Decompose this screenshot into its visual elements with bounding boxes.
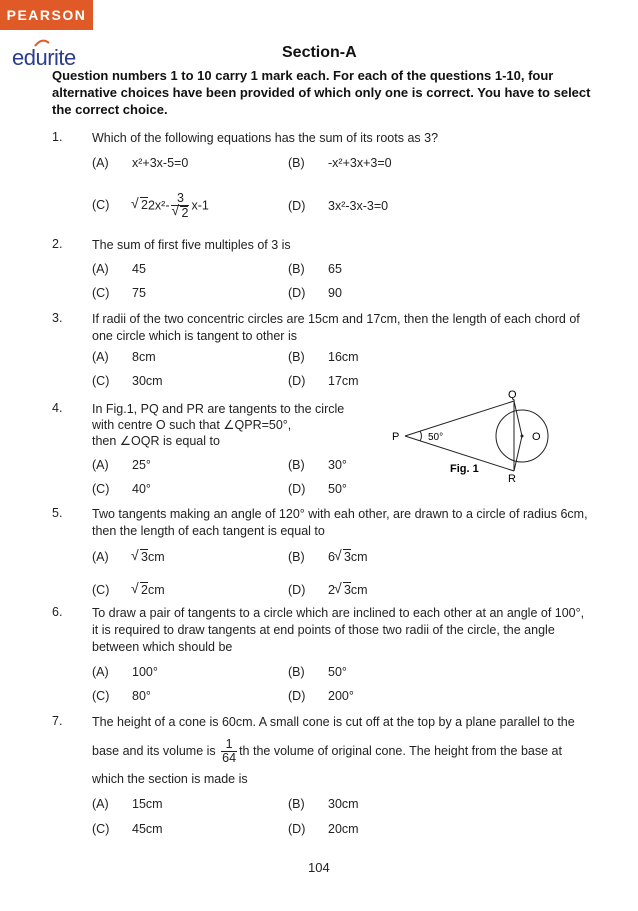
- option-a: (A) 100°: [92, 665, 158, 679]
- tangent-pq: [405, 401, 514, 436]
- question-text: Which of the following equations has the sum of its roots as 3?: [92, 131, 439, 145]
- option-c: (C)√ 2cm: [92, 582, 165, 597]
- sqrt-symbol: √ 2: [140, 197, 148, 212]
- option-d: (D) 50°: [288, 482, 347, 496]
- option-c: (C) 30cm: [92, 374, 163, 388]
- option-b: (B) 30°: [288, 458, 347, 472]
- fraction: 3 √ 2: [171, 192, 189, 220]
- radius-oq: [514, 401, 522, 436]
- question-number: 6.: [52, 605, 63, 619]
- pearson-logo: PEARSON: [0, 0, 93, 30]
- question-number: 5.: [52, 506, 63, 520]
- option-c: (C) 45cm: [92, 822, 163, 836]
- option-d: (D) 20cm: [288, 822, 359, 836]
- option-a: (A)√ 3cm: [92, 549, 165, 564]
- question-text-line: In Fig.1, PQ and PR are tangents to the circle: [92, 402, 345, 416]
- option-d: (D) 17cm: [288, 374, 359, 388]
- question-text-line: then ∠OQR is equal to: [92, 434, 220, 448]
- question-text-line: The height of a cone is 60cm. A small cone is cut off at the top by a plane parallel to the: [92, 715, 575, 729]
- section-title: Section-A: [282, 44, 357, 61]
- option-b: (B) 6√ 3cm: [288, 549, 368, 564]
- question-number: 1.: [52, 130, 63, 144]
- fig-caption: Fig. 1: [450, 463, 479, 475]
- label-r: R: [508, 473, 516, 485]
- option-d: (D) 3x²-3x-3=0: [288, 199, 389, 213]
- option-c: (C) 75: [92, 286, 146, 300]
- option-d: (D) 200°: [288, 689, 354, 703]
- question-text: To draw a pair of tangents to a circle which are inclined to each other at an angle of 100°, it is required to draw tangents at end points of those two radii of the circle, the angle between which should be: [92, 606, 585, 654]
- question-number: 4.: [52, 401, 63, 415]
- option-c: (C) 80°: [92, 689, 151, 703]
- option-c: (C)√ 22x²- 3 √ 2 x-1: [92, 192, 209, 220]
- question-number: 3.: [52, 311, 63, 325]
- option-a: (A) 25°: [92, 458, 151, 472]
- question-text: Two tangents making an angle of 120° with eah other, are drawn to a circle of radius 6cm, then the length of each tangent is equal to: [92, 507, 588, 538]
- label-o: O: [532, 431, 541, 443]
- option-c: (C) 40°: [92, 482, 151, 496]
- option-a: (A) 45: [92, 262, 146, 276]
- radius-or: [514, 436, 522, 471]
- label-q: Q: [508, 390, 517, 401]
- question-number: 2.: [52, 237, 63, 251]
- figure-1: [390, 390, 570, 485]
- question-text-line: base and its volume is $\frac{1}{64}$ th the volume of original cone. The height from the base at: [92, 737, 562, 765]
- option-b: (B) 50°: [288, 665, 347, 679]
- question-number: 7.: [52, 714, 63, 728]
- edurite-logo-text: edurite: [12, 45, 76, 70]
- fraction: $\frac{1}{64}$: [222, 737, 237, 765]
- option-a: (A) 15cm: [92, 797, 163, 811]
- option-b: (B) 65: [288, 262, 342, 276]
- page-number: 104: [308, 860, 330, 875]
- question-text-line: with centre O such that ∠QPR=50°,: [92, 418, 292, 432]
- option-d: (D) 2√ 3cm: [288, 582, 368, 597]
- center-o: [521, 435, 524, 438]
- swoosh-icon: [34, 39, 50, 47]
- option-b: (B) 16cm: [288, 350, 359, 364]
- question-text: If radii of the two concentric circles are 15cm and 17cm, then the length of each chord of one circle which is tangent to other is: [92, 312, 580, 343]
- option-a: (A) x²+3x-5=0: [92, 156, 189, 170]
- question-text: The sum of first five multiples of 3 is: [92, 238, 291, 252]
- label-angle: 50°: [428, 432, 444, 443]
- option-d: (D) 90: [288, 286, 342, 300]
- option-a: (A) 8cm: [92, 350, 156, 364]
- option-b: (B) -x²+3x+3=0: [288, 156, 392, 170]
- question-text-line: which the section is made is: [92, 772, 248, 786]
- label-p: P: [392, 431, 400, 443]
- option-b: (B) 30cm: [288, 797, 359, 811]
- instructions: Question numbers 1 to 10 carry 1 mark each. For each of the questions 1-10, four alternative choices have been provided of which only one is correct. You have to select the correct choice.: [52, 68, 591, 117]
- angle-arc: [420, 431, 422, 441]
